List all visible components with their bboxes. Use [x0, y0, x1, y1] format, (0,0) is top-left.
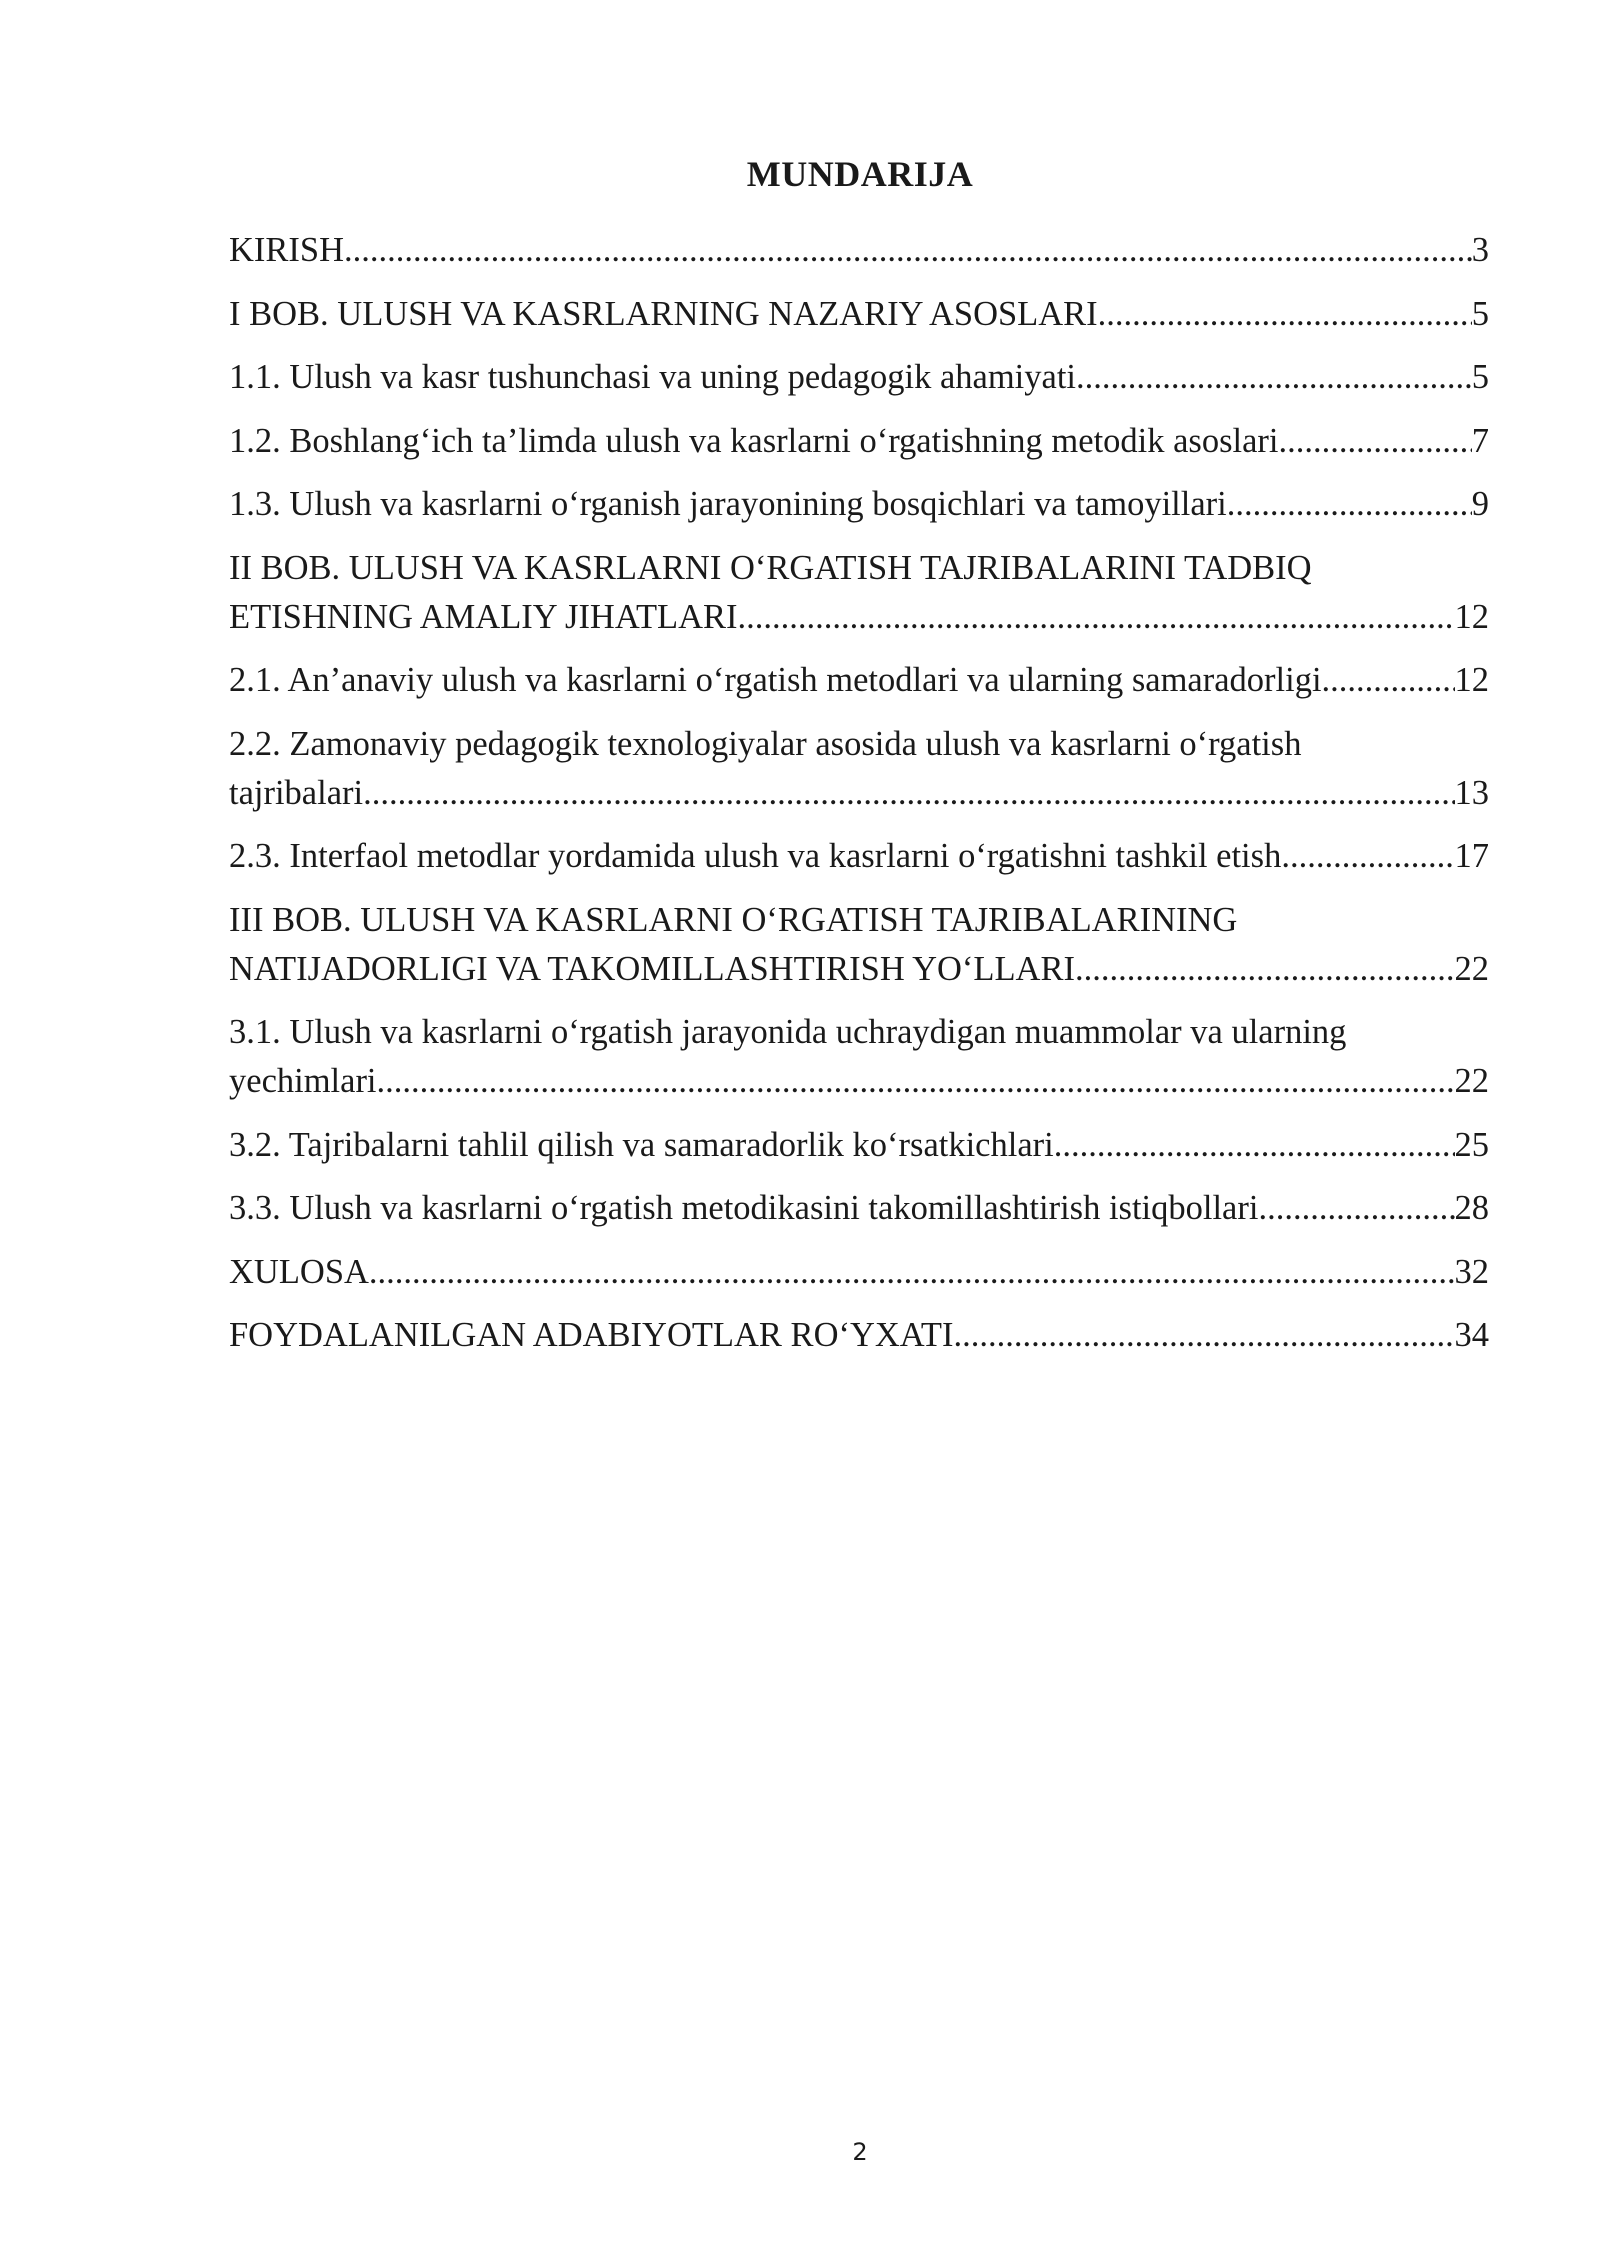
table-of-contents — [229, 226, 1489, 1375]
toc-entry-text: 1.1. Ulush va kasr tushunchasi va uning pedagogik ahamiyati — [229, 358, 1077, 396]
page-number: 2 — [852, 2138, 868, 2166]
toc-entry-text: ETISHNING AMALIY JIHATLARI — [229, 597, 738, 636]
dot-leader — [738, 593, 1455, 642]
toc-entry-text: FOYDALANILGAN ADABIYOTLAR RO‘YXATI — [229, 1316, 954, 1354]
toc-entry-text-line1: 3.1. Ulush va kasrlarni o‘rgatish jarayonida uchraydigan muammolar va ularning — [229, 1013, 1347, 1051]
toc-entry-page: 34 — [1454, 1316, 1489, 1354]
toc-entry-text: 2.3. Interfaol metodlar yordamida ulush va kasrlarni o‘rgatishni tashkil etish — [229, 837, 1282, 875]
dot-leader — [1075, 945, 1455, 994]
toc-entry-kirish[interactable] — [229, 226, 1489, 275]
toc-entry-text: yechimlari — [229, 1062, 377, 1100]
toc-entry-text-line1: II BOB. ULUSH VA KASRLARNI O‘RGATISH TAJRIBALARINI TADBIQ — [229, 548, 1312, 587]
toc-entry-references[interactable] — [229, 1311, 1489, 1360]
toc-entry-3-3[interactable] — [229, 1184, 1489, 1233]
toc-entry-page: 9 — [1471, 485, 1489, 523]
toc-entry-text-line1: 2.2. Zamonaviy pedagogik texnologiyalar asosida ulush va kasrlarni o‘rgatish — [229, 724, 1302, 763]
toc-entry-page: 7 — [1471, 421, 1489, 460]
dot-leader — [377, 1057, 1455, 1106]
toc-entry-text: 1.3. Ulush va kasrlarni o‘rganish jarayonining bosqichlari va tamoyillari — [229, 485, 1227, 523]
toc-entry-page: 22 — [1454, 1062, 1489, 1100]
toc-entry-page: 13 — [1454, 773, 1489, 812]
toc-entry-text-line1: III BOB. ULUSH VA KASRLARNI O‘RGATISH TAJRIBALARINING — [229, 900, 1238, 939]
toc-entry-xulosa[interactable] — [229, 1248, 1489, 1297]
dot-leader — [1098, 290, 1472, 339]
toc-entry-page: 22 — [1454, 949, 1489, 988]
toc-title: MUNDARIJA — [746, 154, 974, 194]
toc-entry-text: tajribalari — [229, 773, 364, 812]
toc-entry-2-3[interactable] — [229, 832, 1489, 881]
toc-entry-chapter-3[interactable] — [229, 896, 1489, 994]
toc-entry-3-1[interactable] — [229, 1008, 1489, 1106]
dot-leader — [953, 1311, 1454, 1360]
dot-leader — [1258, 1184, 1454, 1233]
toc-entry-page: 3 — [1471, 231, 1489, 269]
dot-leader — [344, 226, 1472, 275]
toc-entry-text: 3.3. Ulush va kasrlarni o‘rgatish metodikasini takomillashtirish istiqbollari — [229, 1189, 1259, 1227]
dot-leader — [363, 769, 1454, 818]
toc-entry-chapter-2[interactable] — [229, 544, 1489, 642]
dot-leader — [1330, 656, 1454, 705]
toc-entry-chapter-1[interactable] — [229, 290, 1489, 339]
toc-entry-text: 2.1. An’anaviy ulush va kasrlarni o‘rgatish metodlari va ularning samaradorligi. — [229, 661, 1331, 699]
toc-entry-page: 5 — [1471, 358, 1489, 396]
toc-entry-text: XULOSA — [229, 1252, 369, 1291]
toc-entry-text: NATIJADORLIGI VA TAKOMILLASHTIRISH YO‘LLARI — [229, 949, 1075, 988]
toc-entry-page: 12 — [1454, 661, 1489, 699]
toc-entry-text: 1.2. Boshlang‘ich ta’limda ulush va kasrlarni o‘rgatishning metodik asoslari — [229, 421, 1279, 460]
toc-entry-2-1[interactable] — [229, 656, 1489, 705]
toc-entry-page: 12 — [1454, 597, 1489, 636]
dot-leader — [1227, 480, 1472, 529]
toc-entry-page: 28 — [1454, 1189, 1489, 1227]
dot-leader — [1279, 417, 1472, 466]
toc-entry-page: 17 — [1454, 837, 1489, 875]
toc-entry-1-1[interactable] — [229, 353, 1489, 402]
toc-entry-text: KIRISH — [229, 231, 345, 269]
toc-entry-page: 5 — [1471, 294, 1489, 333]
dot-leader — [1281, 832, 1454, 881]
toc-entry-2-2[interactable] — [229, 720, 1489, 818]
toc-entry-text: 3.2. Tajribalarni tahlil qilish va samaradorlik ko‘rsatkichlari — [229, 1125, 1054, 1164]
toc-entry-1-3[interactable] — [229, 480, 1489, 529]
toc-entry-text: I BOB. ULUSH VA KASRLARNING NAZARIY ASOSLARI — [229, 294, 1098, 333]
dot-leader — [1076, 353, 1472, 402]
toc-entry-1-2[interactable] — [229, 417, 1489, 466]
toc-entry-page: 32 — [1454, 1252, 1489, 1291]
toc-entry-page: 25 — [1454, 1125, 1489, 1164]
toc-entry-3-2[interactable] — [229, 1121, 1489, 1170]
dot-leader — [1054, 1121, 1455, 1170]
dot-leader — [369, 1248, 1455, 1297]
